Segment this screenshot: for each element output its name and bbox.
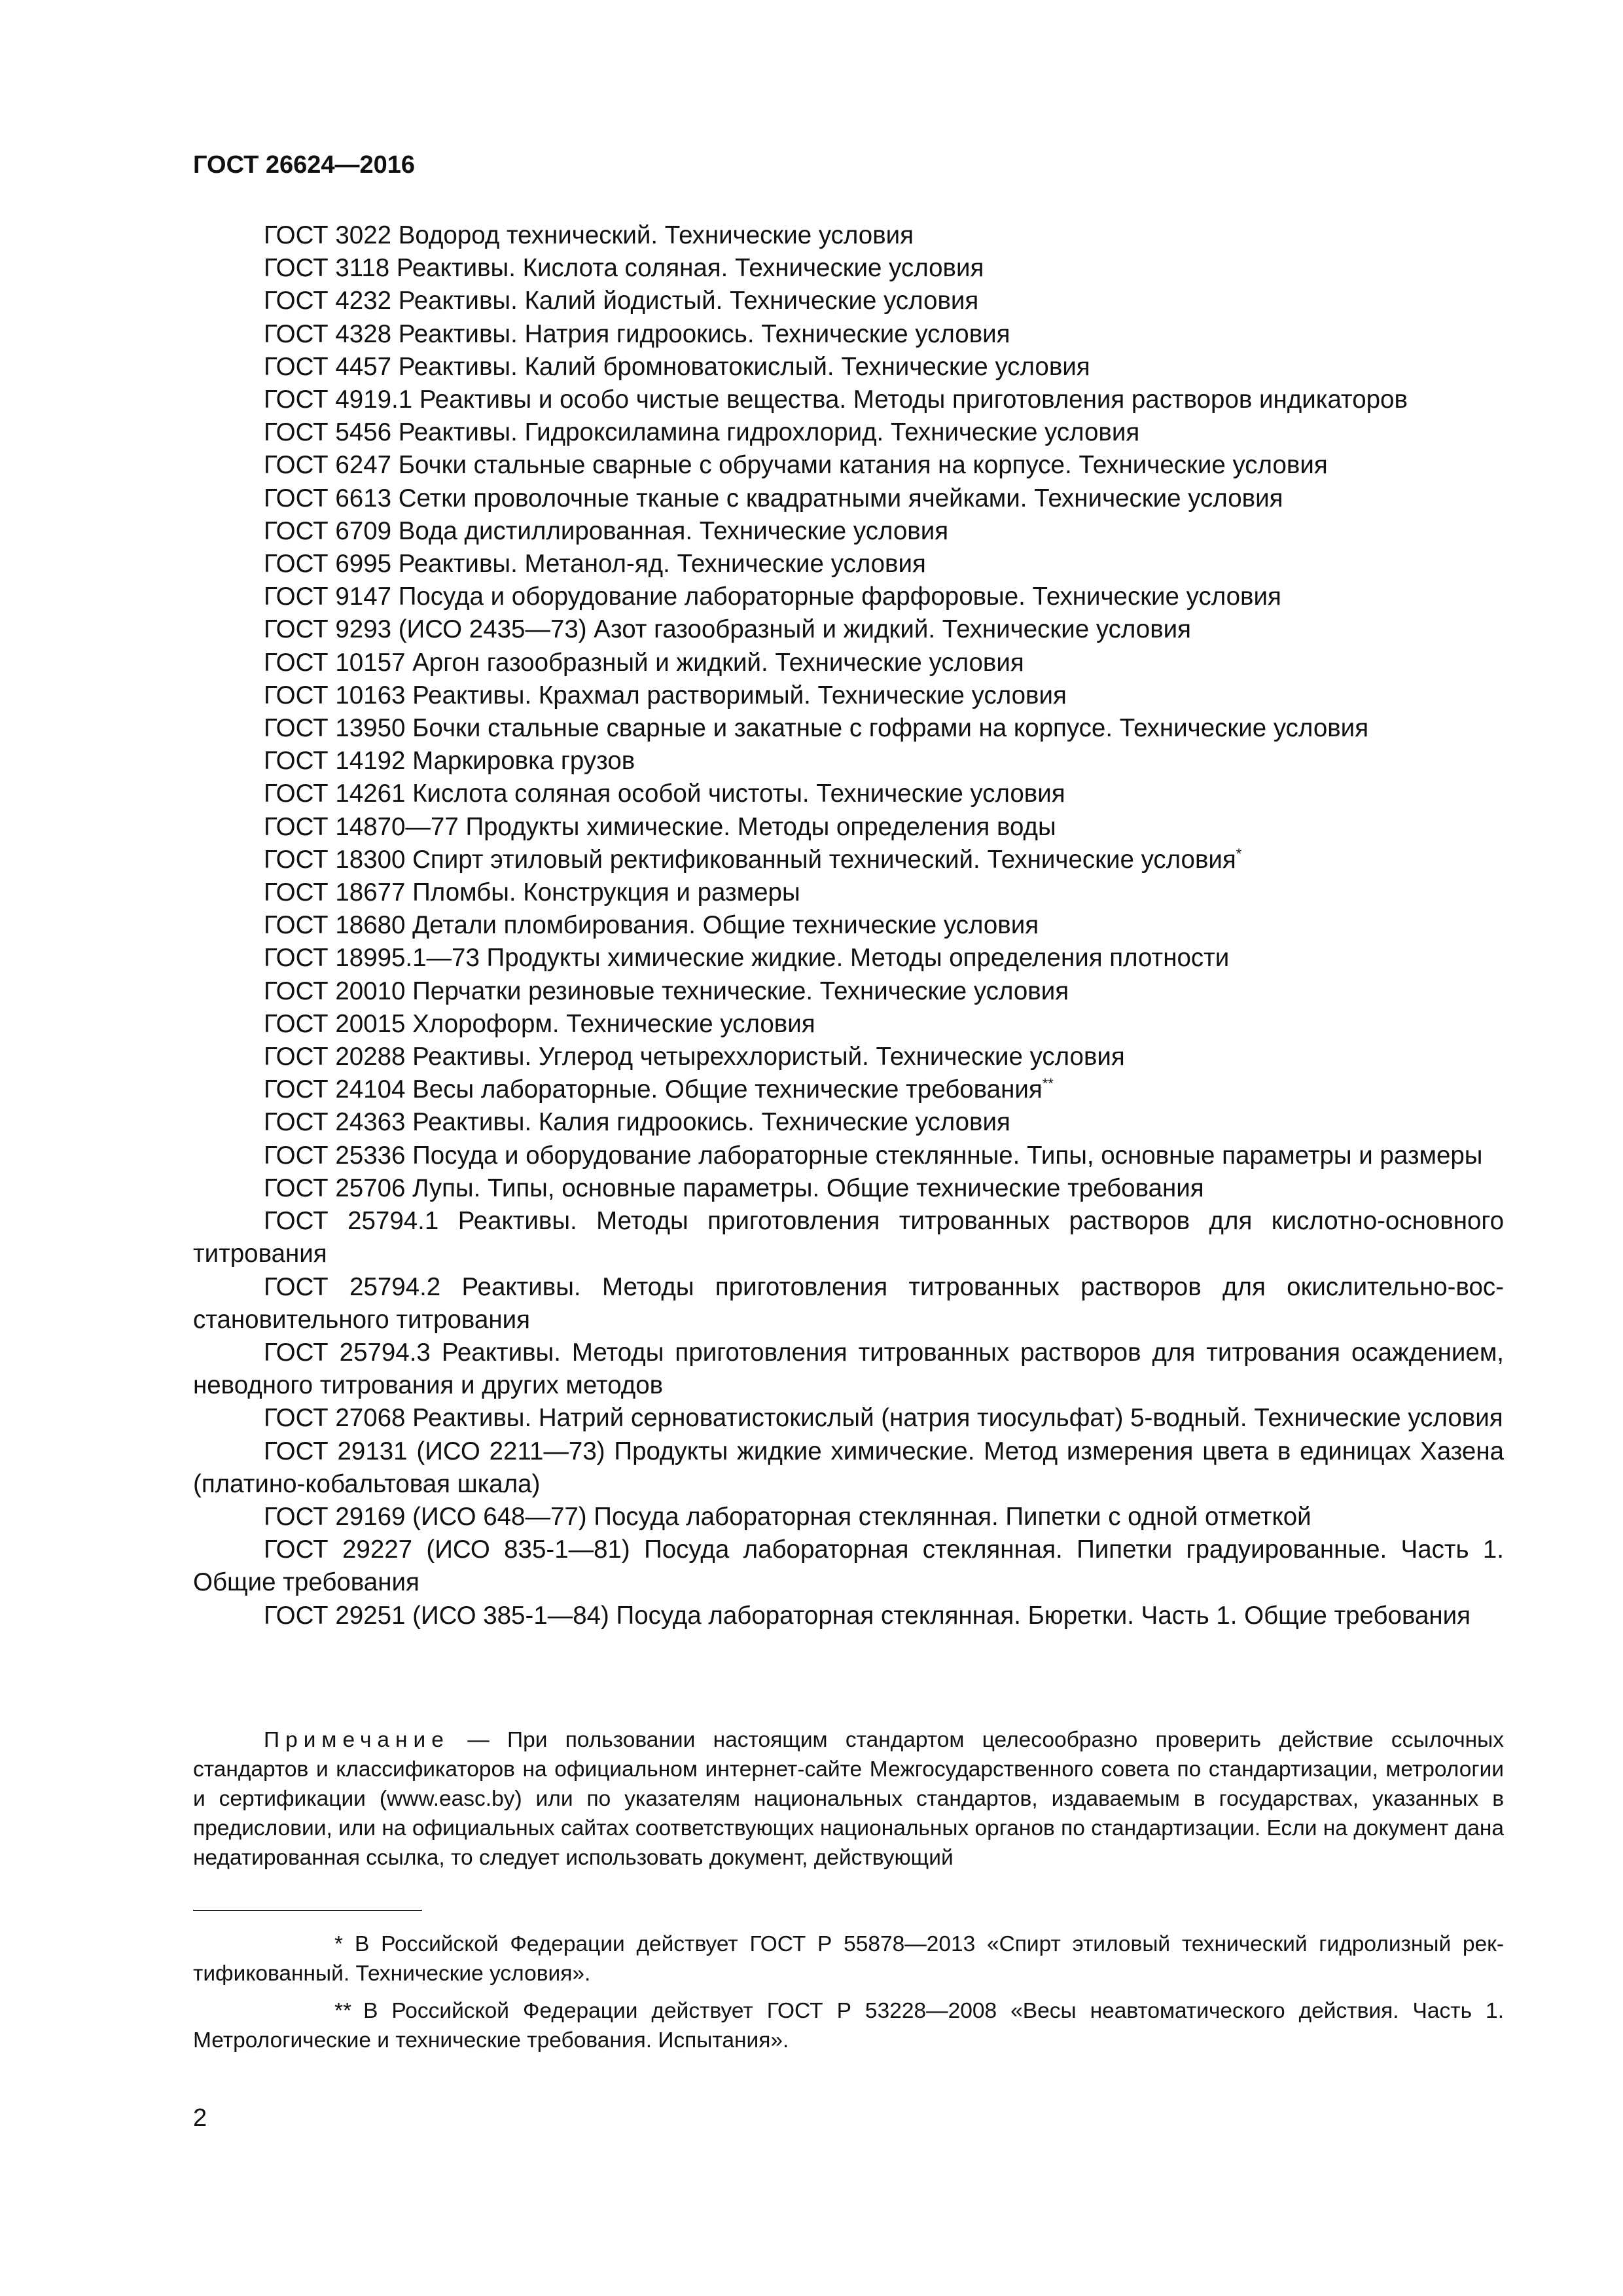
note-paragraph xyxy=(193,1725,1504,1873)
normative-references-list xyxy=(193,219,1504,1632)
footnote-2 xyxy=(193,1996,1504,2055)
reference-item xyxy=(193,1600,1504,1632)
document-header: ГОСТ 26624—2016 xyxy=(193,151,416,179)
reference-item xyxy=(193,712,1504,745)
note-label: Примечание xyxy=(264,1728,450,1752)
reference-text: ГОСТ 4328 Реактивы. Натрия гидроокись. Технические условия xyxy=(264,319,1010,348)
reference-text: ГОСТ 6613 Сетки проволочные тканые с квадратными ячейками. Технические условия xyxy=(264,484,1283,512)
reference-text: ГОСТ 18300 Спирт этиловый ректификованный технический. Технические условия xyxy=(264,845,1236,874)
reference-item xyxy=(193,647,1504,679)
reference-text: ГОСТ 14870—77 Продукты химические. Методы определения воды xyxy=(264,812,1056,841)
reference-text: ГОСТ 25336 Посуда и оборудование лабораторные стеклянные. Типы, основные параметры и размеры xyxy=(264,1141,1483,1170)
reference-text: ГОСТ 10163 Реактивы. Крахмал растворимый. Технические условия xyxy=(264,681,1067,709)
reference-text: ГОСТ 27068 Реактивы. Натрий серноватистокислый (натрия тиосульфат) 5-водный. Технические условия xyxy=(264,1404,1503,1433)
reference-item xyxy=(193,745,1504,778)
footnote-1 xyxy=(193,1929,1504,1988)
reference-text: ГОСТ 20288 Реактивы. Углерод четыреххлористый. Технические условия xyxy=(264,1043,1125,1071)
reference-item xyxy=(193,909,1504,942)
reference-text: ГОСТ 24104 Весы лабораторные. Общие технические требования xyxy=(264,1075,1043,1104)
reference-item xyxy=(193,613,1504,646)
footnote-1-mark: * xyxy=(334,1932,344,1956)
reference-item xyxy=(193,449,1504,482)
reference-text: ГОСТ 29131 (ИСО 2211—73) Продукты жидкие химические. Метод измерения цвета в единицах Хазена (платино-кобальтовая шкала) xyxy=(193,1437,1504,1498)
reference-text: ГОСТ 18677 Пломбы. Конструкция и размеры xyxy=(264,878,800,907)
reference-item xyxy=(193,548,1504,581)
reference-item xyxy=(193,318,1504,351)
page-number: 2 xyxy=(193,2104,207,2132)
note-text: — При пользовании настоящим стандартом целесообразно проверить действие ссылочных стандартов и классификаторов на официальном интернет-сайте Межгосударственного совета по стандартизации, метрологии и сертификации (www.easc.by) или по указателям национальных стандартов, издаваемым в государствах, указанных в предисловии, или на официальных сайтах соответствующих национальных органов по стандартизации. Если на документ дана недатированная ссылка, то следует использовать документ, действующий xyxy=(193,1728,1504,1870)
reference-item xyxy=(193,1172,1504,1205)
reference-text: ГОСТ 29169 (ИСО 648—77) Посуда лабораторная стеклянная. Пипетки с одной отметкой xyxy=(264,1502,1311,1531)
reference-text: ГОСТ 20015 Хлороформ. Технические условия xyxy=(264,1009,815,1038)
reference-item xyxy=(193,811,1504,844)
reference-text: ГОСТ 25794.1 Реактивы. Методы приготовления титрованных растворов для кислотно-основного титрования xyxy=(193,1207,1504,1268)
reference-item xyxy=(193,844,1504,876)
reference-item xyxy=(193,1106,1504,1139)
reference-item xyxy=(193,1271,1504,1336)
reference-item xyxy=(193,285,1504,317)
reference-text: ГОСТ 29227 (ИСО 835-1—81) Посуда лабораторная стеклянная. Пипетки градуированные. Часть 1. Общие требования xyxy=(193,1535,1504,1597)
reference-item xyxy=(193,1402,1504,1435)
reference-text: ГОСТ 3022 Водород технический. Технические условия xyxy=(264,221,914,249)
reference-text: ГОСТ 4457 Реактивы. Калий бромноватокислый. Технические условия xyxy=(264,352,1090,381)
reference-item xyxy=(193,679,1504,712)
reference-text: ГОСТ 13950 Бочки стальные сварные и закатные с гофрами на корпусе. Технические условия xyxy=(264,714,1369,743)
reference-item xyxy=(193,219,1504,252)
reference-item xyxy=(193,1501,1504,1534)
reference-text: ГОСТ 25706 Лупы. Типы, основные параметры. Общие технические требования xyxy=(264,1174,1204,1202)
reference-text: ГОСТ 6995 Реактивы. Метанол-яд. Технические условия xyxy=(264,550,926,579)
reference-item xyxy=(193,515,1504,548)
reference-item xyxy=(193,1041,1504,1073)
reference-text: ГОСТ 4919.1 Реактивы и особо чистые вещества. Методы приготовления растворов индикаторов xyxy=(264,386,1408,414)
footnote-1-text: В Российской Федерации действует ГОСТ Р 55878—2013 «Спирт этиловый технический гидролизный ректификованный. Технические условия». xyxy=(193,1932,1504,1986)
reference-text: ГОСТ 25794.3 Реактивы. Методы приготовления титрованных растворов для титрования осаждением, неводного титрования и других методов xyxy=(193,1338,1504,1400)
reference-text: ГОСТ 24363 Реактивы. Калия гидроокись. Технические условия xyxy=(264,1108,1010,1137)
footnote-separator xyxy=(193,1910,422,1911)
reference-text: ГОСТ 6247 Бочки стальные сварные с обручами катания на корпусе. Технические условия xyxy=(264,451,1328,480)
reference-text: ГОСТ 18680 Детали пломбирования. Общие технические условия xyxy=(264,911,1039,940)
reference-text: ГОСТ 18995.1—73 Продукты химические жидкие. Методы определения плотности xyxy=(264,944,1230,973)
reference-item xyxy=(193,1073,1504,1106)
reference-text: ГОСТ 25794.2 Реактивы. Методы приготовления титрованных растворов для окислительно-восстановительного титрования xyxy=(193,1272,1504,1334)
footnote-2-mark: ** xyxy=(334,1999,352,2023)
reference-item xyxy=(193,1008,1504,1041)
reference-text: ГОСТ 5456 Реактивы. Гидроксиламина гидрохлорид. Технические условия xyxy=(264,418,1140,447)
footnotes xyxy=(193,1929,1504,2063)
reference-text: ГОСТ 4232 Реактивы. Калий йодистый. Технические условия xyxy=(264,287,979,315)
reference-item xyxy=(193,482,1504,515)
reference-text: ГОСТ 20010 Перчатки резиновые технические. Технические условия xyxy=(264,977,1069,1005)
reference-item xyxy=(193,778,1504,810)
reference-item xyxy=(193,581,1504,613)
reference-item xyxy=(193,252,1504,285)
footnote-mark: ** xyxy=(1042,1075,1054,1092)
reference-text: ГОСТ 9147 Посуда и оборудование лабораторные фарфоровые. Технические условия xyxy=(264,583,1281,611)
reference-item xyxy=(193,416,1504,449)
reference-item xyxy=(193,1534,1504,1599)
reference-text: ГОСТ 3118 Реактивы. Кислота соляная. Технические условия xyxy=(264,254,984,283)
footnote-mark: * xyxy=(1236,845,1242,862)
reference-item xyxy=(193,876,1504,909)
reference-item xyxy=(193,942,1504,975)
reference-item xyxy=(193,1205,1504,1270)
reference-text: ГОСТ 10157 Аргон газообразный и жидкий. Технические условия xyxy=(264,648,1024,677)
reference-item xyxy=(193,384,1504,416)
reference-item xyxy=(193,1336,1504,1402)
reference-text: ГОСТ 14261 Кислота соляная особой чистоты. Технические условия xyxy=(264,780,1065,808)
reference-item xyxy=(193,975,1504,1008)
reference-item xyxy=(193,351,1504,384)
reference-item xyxy=(193,1139,1504,1172)
footnote-2-text: В Российской Федерации действует ГОСТ Р 53228—2008 «Весы неавтоматического действия. Часть 1. Метрологические и технические требования. Испытания». xyxy=(193,1999,1504,2053)
reference-item xyxy=(193,1435,1504,1501)
reference-text: ГОСТ 29251 (ИСО 385-1—84) Посуда лабораторная стеклянная. Бюретки. Часть 1. Общие требования xyxy=(264,1601,1471,1630)
reference-text: ГОСТ 14192 Маркировка грузов xyxy=(264,747,635,776)
reference-text: ГОСТ 6709 Вода дистиллированная. Технические условия xyxy=(264,516,949,545)
reference-text: ГОСТ 9293 (ИСО 2435—73) Азот газообразный и жидкий. Технические условия xyxy=(264,615,1192,644)
